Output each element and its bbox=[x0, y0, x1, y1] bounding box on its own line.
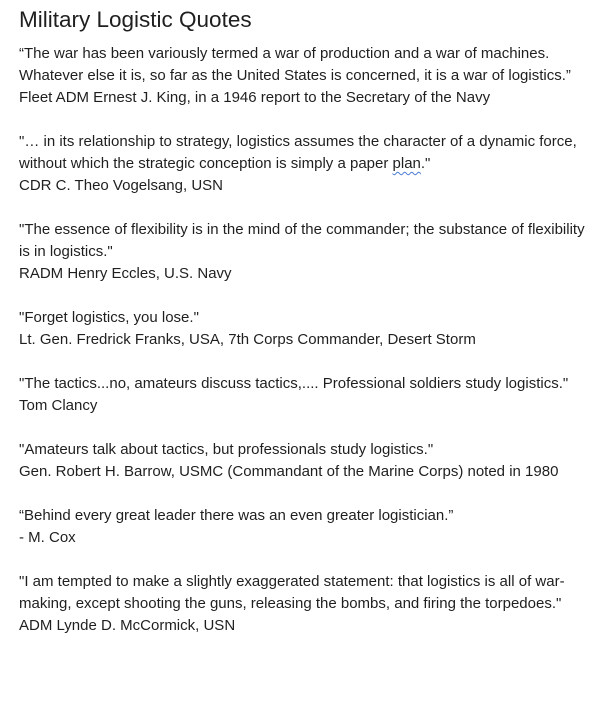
quote-text: “Behind every great leader there was an even greater logistician.” bbox=[19, 507, 454, 524]
quote-block bbox=[19, 219, 589, 285]
quote-attribution: - M. Cox bbox=[19, 529, 76, 546]
quote-block bbox=[19, 307, 589, 351]
quote-attribution: Tom Clancy bbox=[19, 397, 98, 414]
quote-attribution: Lt. Gen. Fredrick Franks, USA, 7th Corps Commander, Desert Storm bbox=[19, 331, 476, 348]
quote-attribution: Fleet ADM Ernest J. King, in a 1946 report to the Secretary of the Navy bbox=[19, 89, 491, 106]
quote-block bbox=[19, 505, 589, 549]
quote-text: “The war has been variously termed a war of production and a war of machines. Whatever else it is, so far as the United States is concerned, it is a war of logistics.” bbox=[19, 45, 571, 84]
quote-text: "I am tempted to make a slightly exaggerated statement: that logistics is all of war-making, except shooting the guns, releasing the bombs, and firing the torpedoes." bbox=[19, 573, 565, 612]
quote-text bbox=[19, 131, 589, 175]
quote-block bbox=[19, 373, 589, 417]
quote-text: "Forget logistics, you lose." bbox=[19, 309, 199, 326]
quote-attribution: CDR C. Theo Vogelsang, USN bbox=[19, 177, 223, 194]
quote-block bbox=[19, 131, 589, 197]
quote-attribution: Gen. Robert H. Barrow, USMC (Commandant of the Marine Corps) noted in 1980 bbox=[19, 463, 559, 480]
quote-text: "Amateurs talk about tactics, but professionals study logistics." bbox=[19, 441, 434, 458]
quote-block bbox=[19, 571, 589, 637]
quote-attribution: RADM Henry Eccles, U.S. Navy bbox=[19, 265, 232, 282]
quote-text: "The tactics...no, amateurs discuss tactics,.... Professional soldiers study logistics." bbox=[19, 375, 569, 392]
page-title: Military Logistic Quotes bbox=[19, 7, 252, 32]
quote-text-part: "… in its relationship to strategy, logistics assumes the character of a dynamic force, without which the strategic conception is simply a paper bbox=[19, 133, 577, 172]
quote-text: "The essence of flexibility is in the mind of the commander; the substance of flexibility is in logistics." bbox=[19, 221, 585, 260]
quote-text-part: ." bbox=[420, 155, 431, 172]
spellcheck-flagged-word[interactable]: plan bbox=[392, 155, 421, 172]
quote-block bbox=[19, 43, 589, 109]
quote-attribution: ADM Lynde D. McCormick, USN bbox=[19, 617, 236, 634]
quote-block bbox=[19, 439, 589, 483]
